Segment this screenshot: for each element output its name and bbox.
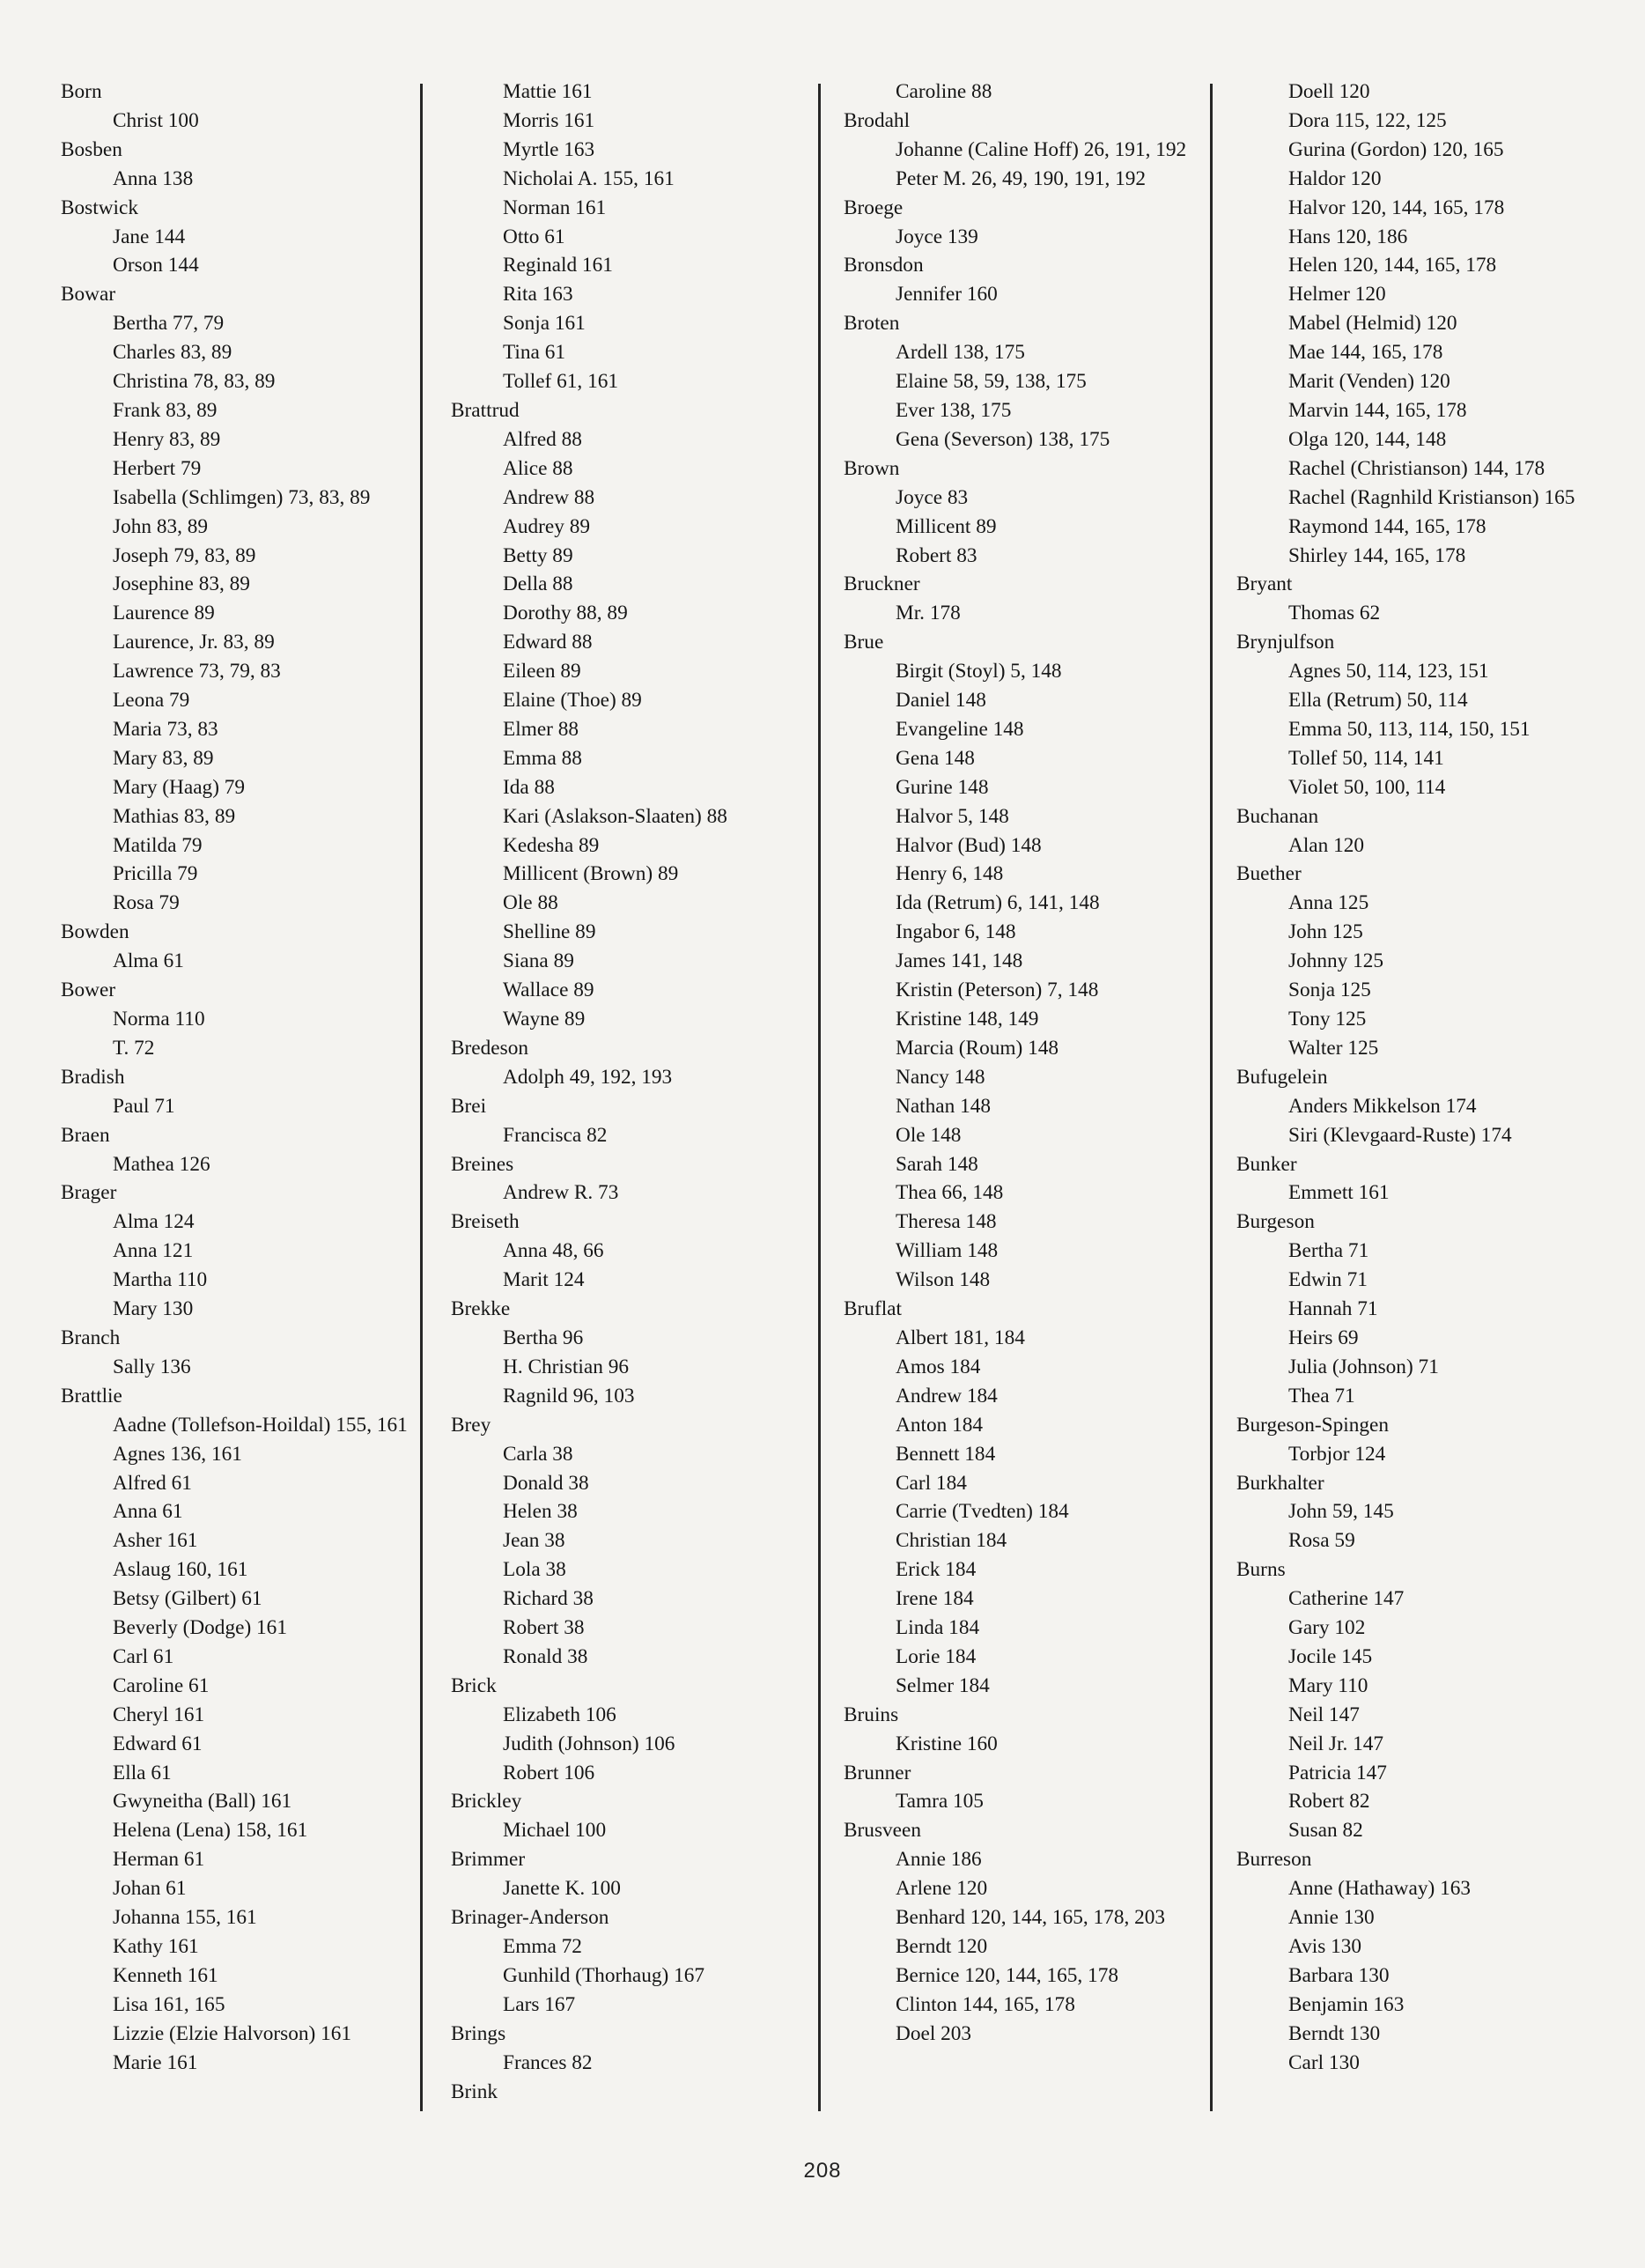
index-given-name: John 59, 145: [1288, 1500, 1394, 1524]
index-given-name: Marcia (Roum) 148: [896, 1036, 1059, 1060]
index-given-name: Peter M. 26, 49, 190, 191, 192: [896, 166, 1147, 190]
index-given-name: Birgit (Stoyl) 5, 148: [896, 660, 1062, 683]
index-given-name: Andrew 88: [503, 485, 595, 509]
index-given-name: Lisa 161, 165: [113, 1992, 225, 2016]
index-given-name: Alma 124: [113, 1210, 195, 1234]
index-given-name: Nathan 148: [896, 1094, 992, 1118]
index-given-name: Anders Mikkelson 174: [1288, 1094, 1477, 1118]
index-given-name: Caroline 61: [113, 1673, 210, 1697]
index-surname: Bosben: [61, 137, 122, 161]
index-surname: Bruins: [844, 1703, 899, 1726]
index-given-name: Herman 61: [113, 1848, 205, 1872]
index-given-name: Selmer 184: [896, 1673, 990, 1697]
index-given-name: Frances 82: [503, 2050, 593, 2074]
column-divider: [420, 84, 423, 2111]
index-surname: Burns: [1236, 1558, 1286, 1582]
index-given-name: Henry 83, 89: [113, 427, 221, 451]
index-given-name: Mattie 161: [503, 80, 593, 103]
index-given-name: Siana 89: [503, 949, 574, 973]
index-given-name: Lawrence 73, 79, 83: [113, 660, 281, 683]
index-given-name: Gurina (Gordon) 120, 165: [1288, 137, 1504, 161]
index-given-name: Berndt 120: [896, 1935, 988, 1958]
index-given-name: Anne (Hathaway) 163: [1288, 1877, 1472, 1901]
index-surname: Bunker: [1236, 1152, 1297, 1176]
index-given-name: Anton 184: [896, 1413, 984, 1437]
index-given-name: John 125: [1288, 920, 1363, 944]
index-given-name: Kedesha 89: [503, 833, 600, 857]
index-given-name: Adolph 49, 192, 193: [503, 1065, 673, 1089]
index-surname: Brick: [451, 1673, 497, 1697]
index-given-name: Anna 48, 66: [503, 1239, 604, 1263]
index-surname: Bryant: [1236, 573, 1293, 596]
index-surname: Brings: [451, 2021, 506, 2045]
index-given-name: Anna 121: [113, 1239, 194, 1263]
index-surname: Brinager-Anderson: [451, 1906, 609, 1930]
index-given-name: Judith (Johnson) 106: [503, 1732, 675, 1755]
index-given-name: Audrey 89: [503, 514, 590, 538]
index-given-name: Christian 184: [896, 1529, 1007, 1553]
index-given-name: Jennifer 160: [896, 283, 998, 307]
index-given-name: Halvor 120, 144, 165, 178: [1288, 196, 1505, 219]
index-given-name: Jean 38: [503, 1529, 565, 1553]
index-surname: Brodahl: [844, 108, 911, 132]
index-given-name: Avis 130: [1288, 1935, 1362, 1958]
index-given-name: Millicent (Brown) 89: [503, 862, 679, 886]
index-given-name: Mr. 178: [896, 602, 961, 625]
index-given-name: Shelline 89: [503, 920, 596, 944]
index-given-name: Elizabeth 106: [503, 1703, 616, 1726]
index-given-name: Francisca 82: [503, 1123, 608, 1147]
index-given-name: Edwin 71: [1288, 1268, 1368, 1292]
index-given-name: Gunhild (Thorhaug) 167: [503, 1963, 705, 1987]
index-given-name: Charles 83, 89: [113, 341, 232, 365]
index-given-name: Mary 110: [1288, 1673, 1368, 1697]
index-given-name: Ingabor 6, 148: [896, 920, 1016, 944]
index-given-name: Norma 110: [113, 1008, 205, 1031]
index-given-name: Gena 148: [896, 746, 975, 770]
index-surname: Brunner: [844, 1761, 911, 1784]
index-given-name: Asher 161: [113, 1529, 198, 1553]
index-given-name: Kathy 161: [113, 1935, 199, 1958]
index-given-name: Sally 136: [113, 1355, 191, 1378]
index-given-name: Patricia 147: [1288, 1761, 1387, 1784]
index-given-name: Matilda 79: [113, 833, 203, 857]
index-given-name: Christina 78, 83, 89: [113, 370, 276, 394]
index-given-name: Irene 184: [896, 1587, 974, 1611]
index-given-name: Edward 88: [503, 631, 593, 654]
index-given-name: Helmer 120: [1288, 283, 1386, 307]
index-column-2: [451, 78, 803, 2106]
index-given-name: Janette K. 100: [503, 1877, 621, 1901]
index-surname: Burgeson-Spingen: [1236, 1413, 1389, 1437]
index-given-name: Martha 110: [113, 1268, 208, 1292]
column-divider: [1210, 84, 1213, 2111]
index-given-name: William 148: [896, 1239, 999, 1263]
index-given-name: Kristin (Peterson) 7, 148: [896, 979, 1099, 1002]
index-given-name: Emma 72: [503, 1935, 582, 1958]
index-given-name: Annie 130: [1288, 1906, 1375, 1930]
index-given-name: Bertha 77, 79: [113, 312, 225, 336]
index-given-name: Elmer 88: [503, 717, 579, 741]
index-given-name: Emmett 161: [1288, 1181, 1390, 1205]
index-given-name: Bertha 96: [503, 1326, 584, 1349]
index-given-name: Bennett 184: [896, 1442, 996, 1466]
index-given-name: Siri (Klevgaard-Ruste) 174: [1288, 1123, 1512, 1147]
index-given-name: Hans 120, 186: [1288, 225, 1408, 248]
index-given-name: Edward 61: [113, 1732, 203, 1755]
index-given-name: Emma 50, 113, 114, 150, 151: [1288, 717, 1531, 741]
index-given-name: Joyce 139: [896, 225, 978, 248]
index-given-name: Kristine 160: [896, 1732, 998, 1755]
index-given-name: Otto 61: [503, 225, 565, 248]
index-given-name: Mathea 126: [113, 1152, 210, 1176]
index-given-name: Rachel (Ragnhild Kristianson) 165: [1288, 485, 1575, 509]
index-surname: Breiseth: [451, 1210, 520, 1234]
index-surname: Brue: [844, 631, 884, 654]
index-given-name: Della 88: [503, 573, 573, 596]
index-given-name: Herbert 79: [113, 456, 202, 480]
index-given-name: Mary (Haag) 79: [113, 775, 246, 799]
index-given-name: Reginald 161: [503, 254, 613, 277]
index-given-name: Jocile 145: [1288, 1644, 1373, 1668]
index-given-name: Andrew 184: [896, 1384, 998, 1407]
index-given-name: Wilson 148: [896, 1268, 991, 1292]
index-given-name: Myrtle 163: [503, 137, 595, 161]
index-surname: Bower: [61, 979, 116, 1002]
index-given-name: Robert 82: [1288, 1790, 1370, 1814]
index-given-name: Robert 106: [503, 1761, 595, 1784]
index-given-name: Tony 125: [1288, 1008, 1367, 1031]
index-given-name: Evangeline 148: [896, 717, 1024, 741]
index-given-name: Shirley 144, 165, 178: [1288, 543, 1466, 567]
index-given-name: Kenneth 161: [113, 1963, 218, 1987]
index-given-name: Emma 88: [503, 746, 582, 770]
index-given-name: Betsy (Gilbert) 61: [113, 1587, 262, 1611]
index-given-name: Halvor 5, 148: [896, 804, 1009, 828]
index-given-name: Gena (Severson) 138, 175: [896, 427, 1110, 451]
index-given-name: Theresa 148: [896, 1210, 997, 1234]
index-given-name: Rosa 59: [1288, 1529, 1355, 1553]
column-divider: [818, 84, 821, 2111]
index-given-name: Sarah 148: [896, 1152, 978, 1176]
index-given-name: Donald 38: [503, 1471, 589, 1495]
index-given-name: Alice 88: [503, 456, 573, 480]
index-given-name: Rita 163: [503, 283, 573, 307]
index-given-name: Andrew R. 73: [503, 1181, 619, 1205]
index-given-name: Orson 144: [113, 254, 199, 277]
index-given-name: Morris 161: [503, 108, 595, 132]
index-given-name: Anna 125: [1288, 891, 1369, 915]
index-given-name: Alan 120: [1288, 833, 1365, 857]
index-given-name: Lola 38: [503, 1558, 566, 1582]
index-given-name: Linda 184: [896, 1616, 980, 1640]
index-given-name: Hannah 71: [1288, 1297, 1378, 1321]
index-given-name: Ever 138, 175: [896, 398, 1012, 422]
index-surname: Burgeson: [1236, 1210, 1315, 1234]
index-given-name: Betty 89: [503, 543, 573, 567]
index-given-name: Carl 61: [113, 1644, 174, 1668]
index-given-name: Wayne 89: [503, 1008, 586, 1031]
index-given-name: Johan 61: [113, 1877, 187, 1901]
index-given-name: Helen 120, 144, 165, 178: [1288, 254, 1497, 277]
index-given-name: Tina 61: [503, 341, 565, 365]
index-given-name: Mary 83, 89: [113, 746, 214, 770]
index-surname: Bufugelein: [1236, 1065, 1328, 1089]
index-given-name: Michael 100: [503, 1819, 607, 1843]
index-given-name: Richard 38: [503, 1587, 594, 1611]
index-surname: Broege: [844, 196, 904, 219]
page-number: 208: [803, 2159, 842, 2183]
index-given-name: Ella (Retrum) 50, 114: [1288, 689, 1468, 713]
index-surname: Bowar: [61, 283, 116, 307]
index-surname: Brei: [451, 1094, 487, 1118]
index-given-name: Thea 66, 148: [896, 1181, 1004, 1205]
index-surname: Braen: [61, 1123, 110, 1147]
index-given-name: Kristine 148, 149: [896, 1008, 1039, 1031]
index-given-name: Pricilla 79: [113, 862, 198, 886]
index-given-name: T. 72: [113, 1036, 155, 1060]
index-given-name: Helena (Lena) 158, 161: [113, 1819, 308, 1843]
index-given-name: Ole 88: [503, 891, 558, 915]
index-given-name: Ella 61: [113, 1761, 172, 1784]
index-given-name: Thomas 62: [1288, 602, 1381, 625]
index-given-name: Helen 38: [503, 1500, 578, 1524]
index-given-name: Neil 147: [1288, 1703, 1360, 1726]
index-given-name: Eileen 89: [503, 660, 581, 683]
index-surname: Bruflat: [844, 1297, 902, 1321]
index-given-name: Berndt 130: [1288, 2021, 1381, 2045]
index-surname: Brey: [451, 1413, 491, 1437]
index-given-name: Carrie (Tvedten) 184: [896, 1500, 1069, 1524]
index-given-name: Marie 161: [113, 2050, 198, 2074]
index-given-name: Bernice 120, 144, 165, 178: [896, 1963, 1118, 1987]
index-given-name: Gary 102: [1288, 1616, 1366, 1640]
index-given-name: Marit (Venden) 120: [1288, 370, 1450, 394]
index-given-name: Bertha 71: [1288, 1239, 1369, 1263]
index-surname: Brager: [61, 1181, 117, 1205]
index-given-name: Marit 124: [503, 1268, 585, 1292]
index-given-name: Ida 88: [503, 775, 555, 799]
index-given-name: Christ 100: [113, 108, 199, 132]
index-given-name: Aadne (Tollefson-Hoildal) 155, 161: [113, 1413, 408, 1437]
index-given-name: Mathias 83, 89: [113, 804, 236, 828]
index-given-name: Gurine 148: [896, 775, 989, 799]
index-given-name: Neil Jr. 147: [1288, 1732, 1384, 1755]
index-given-name: Carl 130: [1288, 2050, 1360, 2074]
index-given-name: Thea 71: [1288, 1384, 1355, 1407]
index-given-name: Aslaug 160, 161: [113, 1558, 248, 1582]
index-given-name: Anna 61: [113, 1500, 183, 1524]
index-surname: Bruckner: [844, 573, 920, 596]
index-given-name: Raymond 144, 165, 178: [1288, 514, 1486, 538]
index-given-name: Kari (Aslakson-Slaaten) 88: [503, 804, 727, 828]
index-given-name: Erick 184: [896, 1558, 977, 1582]
index-given-name: Rachel (Christianson) 144, 178: [1288, 456, 1545, 480]
index-given-name: Annie 186: [896, 1848, 982, 1872]
index-given-name: Dora 115, 122, 125: [1288, 108, 1447, 132]
index-given-name: Elaine 58, 59, 138, 175: [896, 370, 1087, 394]
index-given-name: Olga 120, 144, 148: [1288, 427, 1447, 451]
index-given-name: Frank 83, 89: [113, 398, 218, 422]
index-given-name: Susan 82: [1288, 1819, 1363, 1843]
index-given-name: Mabel (Helmid) 120: [1288, 312, 1457, 336]
index-given-name: Laurence 89: [113, 602, 215, 625]
index-given-name: Heirs 69: [1288, 1326, 1359, 1349]
index-given-name: Violet 50, 100, 114: [1288, 775, 1446, 799]
index-given-name: Daniel 148: [896, 689, 986, 713]
index-given-name: Paul 71: [113, 1094, 175, 1118]
index-surname: Breines: [451, 1152, 514, 1176]
index-given-name: Mae 144, 165, 178: [1288, 341, 1443, 365]
index-given-name: Albert 181, 184: [896, 1326, 1025, 1349]
index-surname: Bostwick: [61, 196, 139, 219]
index-surname: Burkhalter: [1236, 1471, 1324, 1495]
index-given-name: Alma 61: [113, 949, 184, 973]
index-given-name: Benhard 120, 144, 165, 178, 203: [896, 1906, 1166, 1930]
index-given-name: Clinton 144, 165, 178: [896, 1992, 1075, 2016]
index-given-name: Barbara 130: [1288, 1963, 1390, 1987]
index-surname: Bronsdon: [844, 254, 924, 277]
index-surname: Brekke: [451, 1297, 511, 1321]
index-given-name: Beverly (Dodge) 161: [113, 1616, 287, 1640]
index-given-name: Amos 184: [896, 1355, 981, 1378]
index-given-name: Joyce 83: [896, 485, 969, 509]
index-given-name: Joseph 79, 83, 89: [113, 543, 256, 567]
index-given-name: Benjamin 163: [1288, 1992, 1405, 2016]
index-given-name: Halvor (Bud) 148: [896, 833, 1042, 857]
index-surname: Brusveen: [844, 1819, 921, 1843]
index-given-name: Tollef 50, 114, 141: [1288, 746, 1444, 770]
index-given-name: Ragnild 96, 103: [503, 1384, 635, 1407]
index-given-name: Lars 167: [503, 1992, 576, 2016]
index-column-1: [61, 78, 413, 2078]
index-given-name: Nancy 148: [896, 1065, 985, 1089]
index-surname: Brickley: [451, 1790, 522, 1814]
index-surname: Born: [61, 80, 102, 103]
index-given-name: Alfred 61: [113, 1471, 192, 1495]
index-given-name: H. Christian 96: [503, 1355, 630, 1378]
index-given-name: Robert 83: [896, 543, 977, 567]
index-given-name: Rosa 79: [113, 891, 180, 915]
index-column-3: [844, 78, 1213, 2049]
index-given-name: Alfred 88: [503, 427, 582, 451]
index-given-name: Carl 184: [896, 1471, 967, 1495]
index-given-name: Robert 38: [503, 1616, 585, 1640]
index-given-name: Haldor 120: [1288, 166, 1382, 190]
index-surname: Brink: [451, 2080, 498, 2103]
index-given-name: Johanna 155, 161: [113, 1906, 257, 1930]
index-given-name: Mary 130: [113, 1297, 194, 1321]
index-given-name: Josephine 83, 89: [113, 573, 250, 596]
index-given-name: Caroline 88: [896, 80, 992, 103]
index-given-name: Carla 38: [503, 1442, 573, 1466]
index-surname: Burreson: [1236, 1848, 1312, 1872]
index-given-name: Johnny 125: [1288, 949, 1384, 973]
index-given-name: Agnes 136, 161: [113, 1442, 242, 1466]
index-given-name: Torbjor 124: [1288, 1442, 1386, 1466]
index-given-name: Lorie 184: [896, 1644, 977, 1668]
index-given-name: Walter 125: [1288, 1036, 1379, 1060]
index-given-name: Ida (Retrum) 6, 141, 148: [896, 891, 1100, 915]
index-surname: Brynjulfson: [1236, 631, 1335, 654]
index-given-name: Norman 161: [503, 196, 607, 219]
index-given-name: Marvin 144, 165, 178: [1288, 398, 1467, 422]
index-surname: Broten: [844, 312, 900, 336]
index-given-name: Elaine (Thoe) 89: [503, 689, 642, 713]
index-surname: Bowden: [61, 920, 129, 944]
index-given-name: Laurence, Jr. 83, 89: [113, 631, 275, 654]
index-given-name: Julia (Johnson) 71: [1288, 1355, 1439, 1378]
index-given-name: Ronald 38: [503, 1644, 588, 1668]
index-surname: Bradish: [61, 1065, 125, 1089]
index-given-name: Lizzie (Elzie Halvorson) 161: [113, 2021, 352, 2045]
index-given-name: Ole 148: [896, 1123, 962, 1147]
index-given-name: Nicholai A. 155, 161: [503, 166, 675, 190]
index-given-name: Gwyneitha (Ball) 161: [113, 1790, 292, 1814]
index-given-name: James 141, 148: [896, 949, 1023, 973]
index-given-name: Sonja 125: [1288, 979, 1371, 1002]
index-given-name: Tollef 61, 161: [503, 370, 619, 394]
index-given-name: Cheryl 161: [113, 1703, 205, 1726]
index-surname: Brattrud: [451, 398, 520, 422]
index-surname: Buchanan: [1236, 804, 1319, 828]
index-given-name: Millicent 89: [896, 514, 997, 538]
index-surname: Bredeson: [451, 1036, 528, 1060]
index-given-name: Henry 6, 148: [896, 862, 1004, 886]
index-given-name: Doell 120: [1288, 80, 1370, 103]
index-given-name: Ardell 138, 175: [896, 341, 1025, 365]
index-surname: Buether: [1236, 862, 1302, 886]
index-surname: Brimmer: [451, 1848, 526, 1872]
index-given-name: Tamra 105: [896, 1790, 984, 1814]
index-given-name: John 83, 89: [113, 514, 209, 538]
index-given-name: Leona 79: [113, 689, 190, 713]
index-surname: Brattlie: [61, 1384, 122, 1407]
index-given-name: Isabella (Schlimgen) 73, 83, 89: [113, 485, 371, 509]
index-given-name: Agnes 50, 114, 123, 151: [1288, 660, 1489, 683]
index-given-name: Jane 144: [113, 225, 186, 248]
index-given-name: Johanne (Caline Hoff) 26, 191, 192: [896, 137, 1187, 161]
index-column-4: [1236, 78, 1615, 2078]
index-given-name: Doel 203: [896, 2021, 972, 2045]
index-given-name: Dorothy 88, 89: [503, 602, 628, 625]
index-given-name: Catherine 147: [1288, 1587, 1405, 1611]
index-given-name: Anna 138: [113, 166, 194, 190]
index-surname: Branch: [61, 1326, 121, 1349]
index-given-name: Maria 73, 83: [113, 717, 218, 741]
index-given-name: Arlene 120: [896, 1877, 988, 1901]
index-given-name: Sonja 161: [503, 312, 586, 336]
index-given-name: Wallace 89: [503, 979, 594, 1002]
index-surname: Brown: [844, 456, 900, 480]
